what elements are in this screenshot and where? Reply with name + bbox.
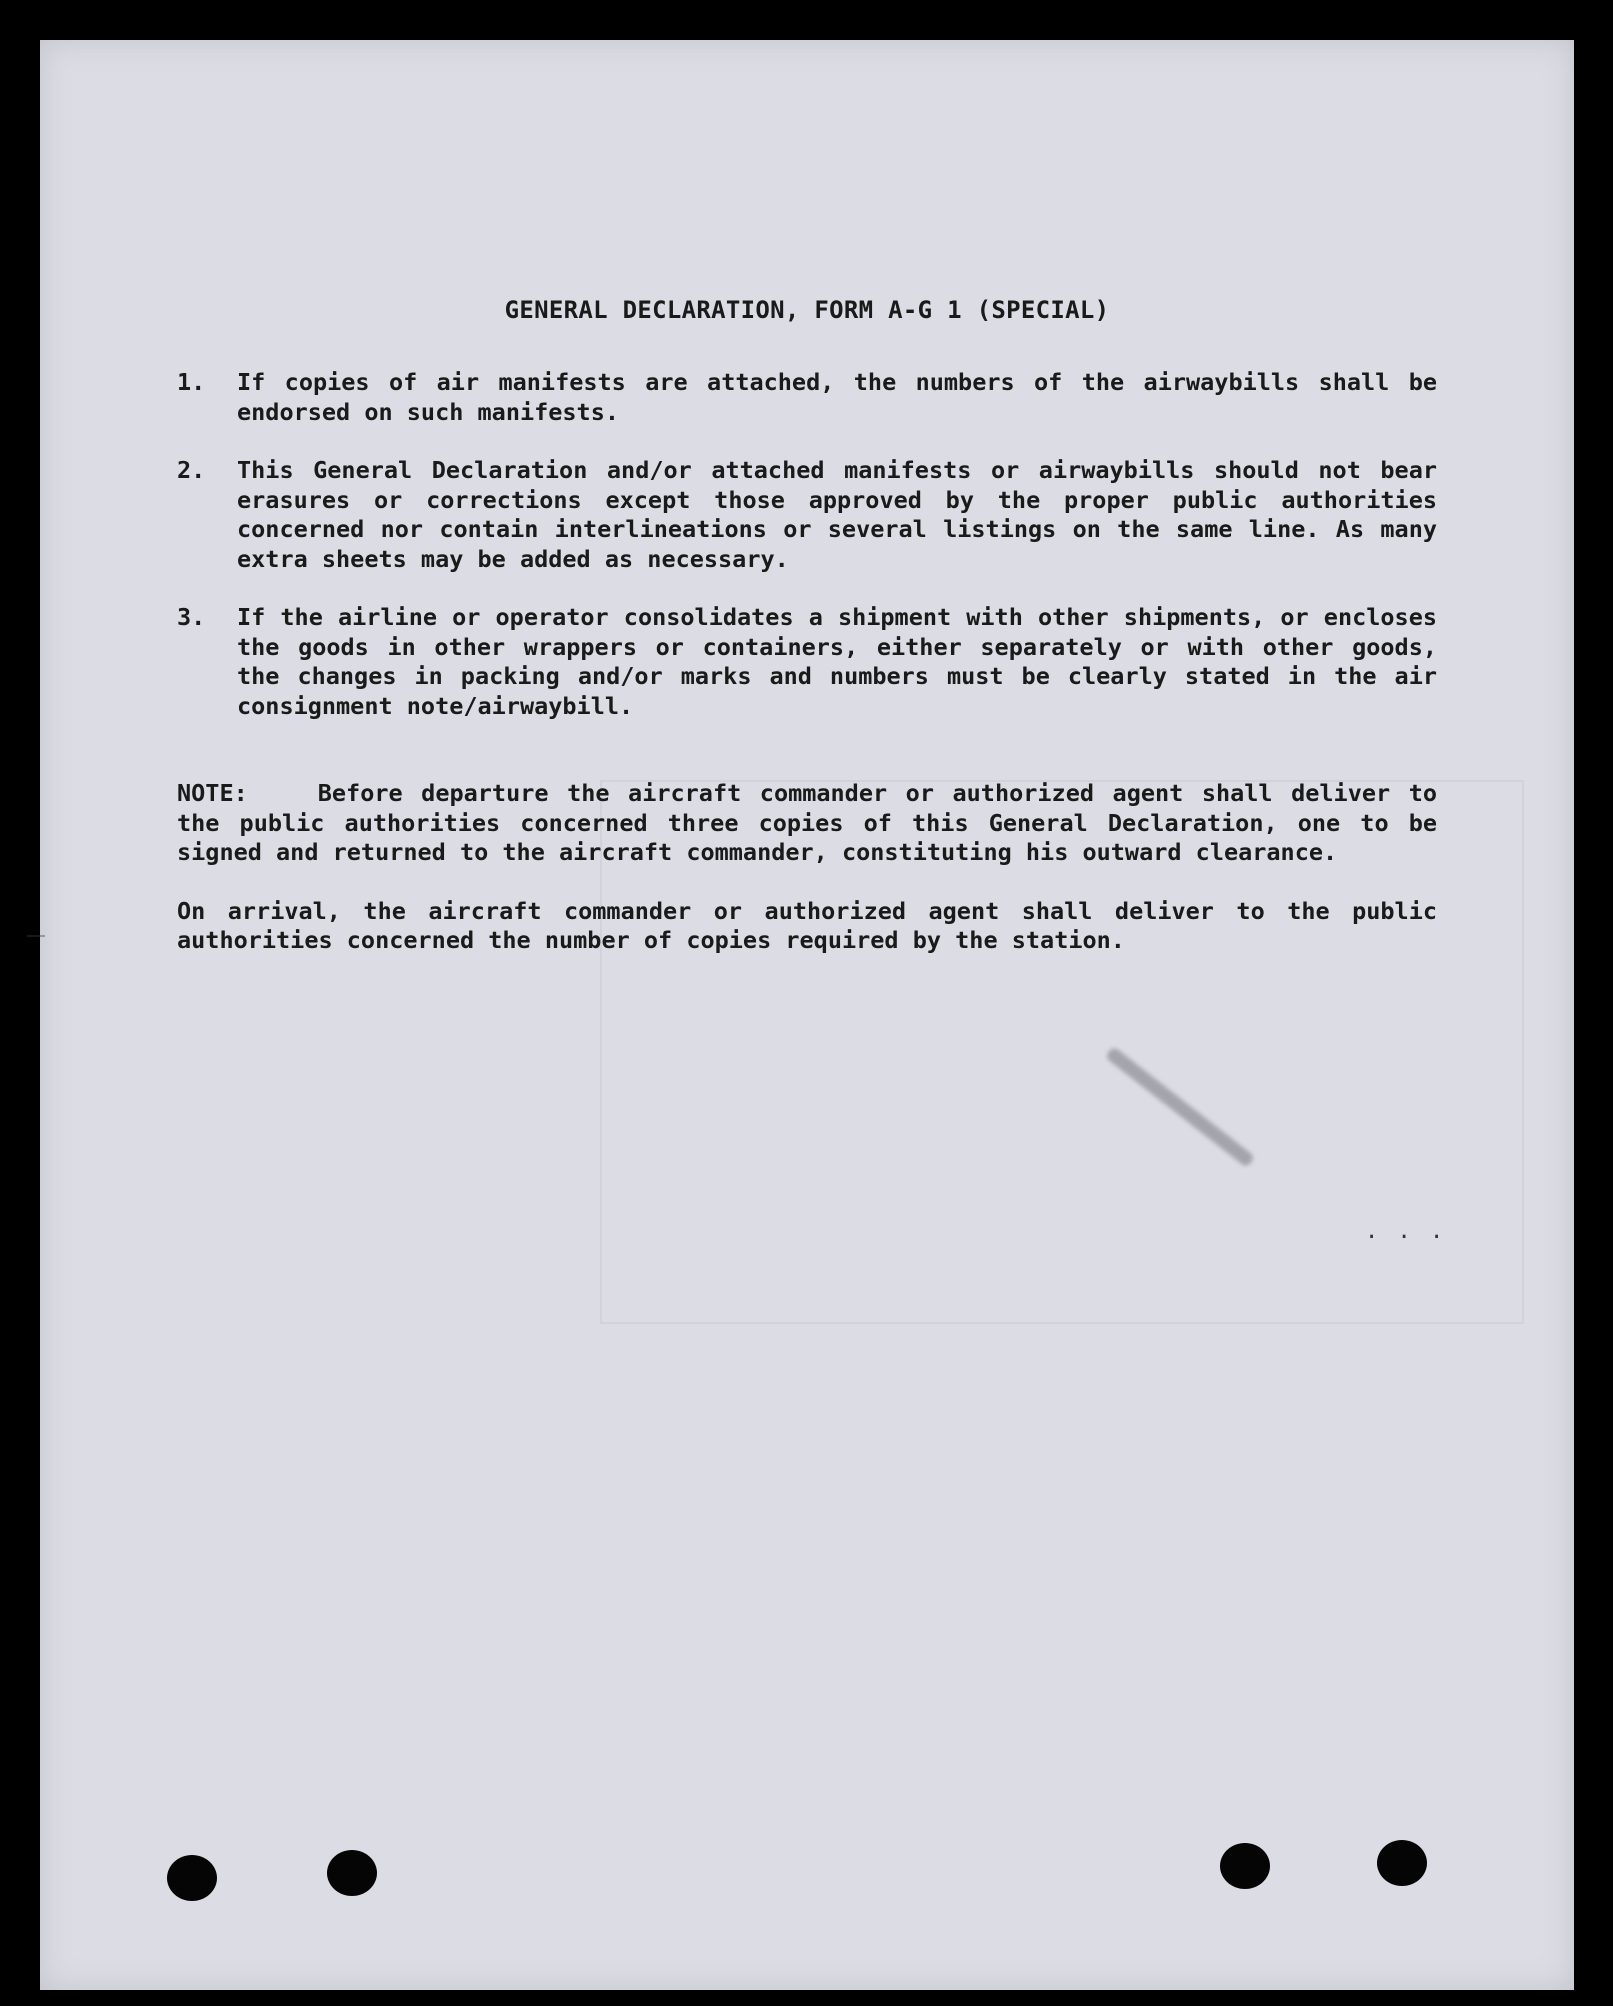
list-item-text: If the airline or operator consolidates a shipment with other shipments, or encloses the goods in other wrappers or containers, either separately or with other goods, the changes in packing and/or marks and numbers must be clearly stated in the air consignment note/airwaybill. [237, 603, 1437, 720]
list-item-text: If copies of air manifests are attached, the numbers of the airwaybills shall be endorsed on such manifests. [237, 368, 1437, 426]
punch-hole [327, 1850, 377, 1896]
document-title: GENERAL DECLARATION, FORM A-G 1 (SPECIAL) [504, 296, 1110, 325]
note-paragraph [177, 779, 1437, 868]
list-item-text: This General Declaration and/or attached manifests or airwaybills should not bear erasures or corrections except those approved by the proper public authorities concerned nor contain interlineations or several listings on the same line. As many extra sheets may be added as necessary. [237, 456, 1437, 573]
punch-hole [1377, 1840, 1427, 1886]
arrival-paragraph: On arrival, the aircraft commander or authorized agent shall deliver to the public authorities concerned the number of copies required by the station. [177, 896, 1437, 954]
document-page [40, 40, 1574, 1990]
note-label: NOTE: [177, 779, 248, 807]
list-item-number: 3. [177, 603, 206, 631]
list-item-number: 1. [177, 368, 206, 396]
punch-hole [167, 1855, 217, 1901]
stray-marks: · · · [1365, 1225, 1447, 1250]
punch-hole [1220, 1843, 1270, 1889]
document-body [177, 368, 1437, 985]
list-item [177, 368, 1437, 427]
list-item [177, 456, 1437, 574]
note-text: Before departure the aircraft commander or authorized agent shall deliver to the public authorities concerned three copies of this General Declaration, one to be signed and returned to the aircraft commander, constituting his outward clearance. [177, 779, 1437, 866]
list-item [177, 603, 1437, 721]
list-item-number: 2. [177, 456, 206, 484]
edge-mark [27, 935, 45, 937]
